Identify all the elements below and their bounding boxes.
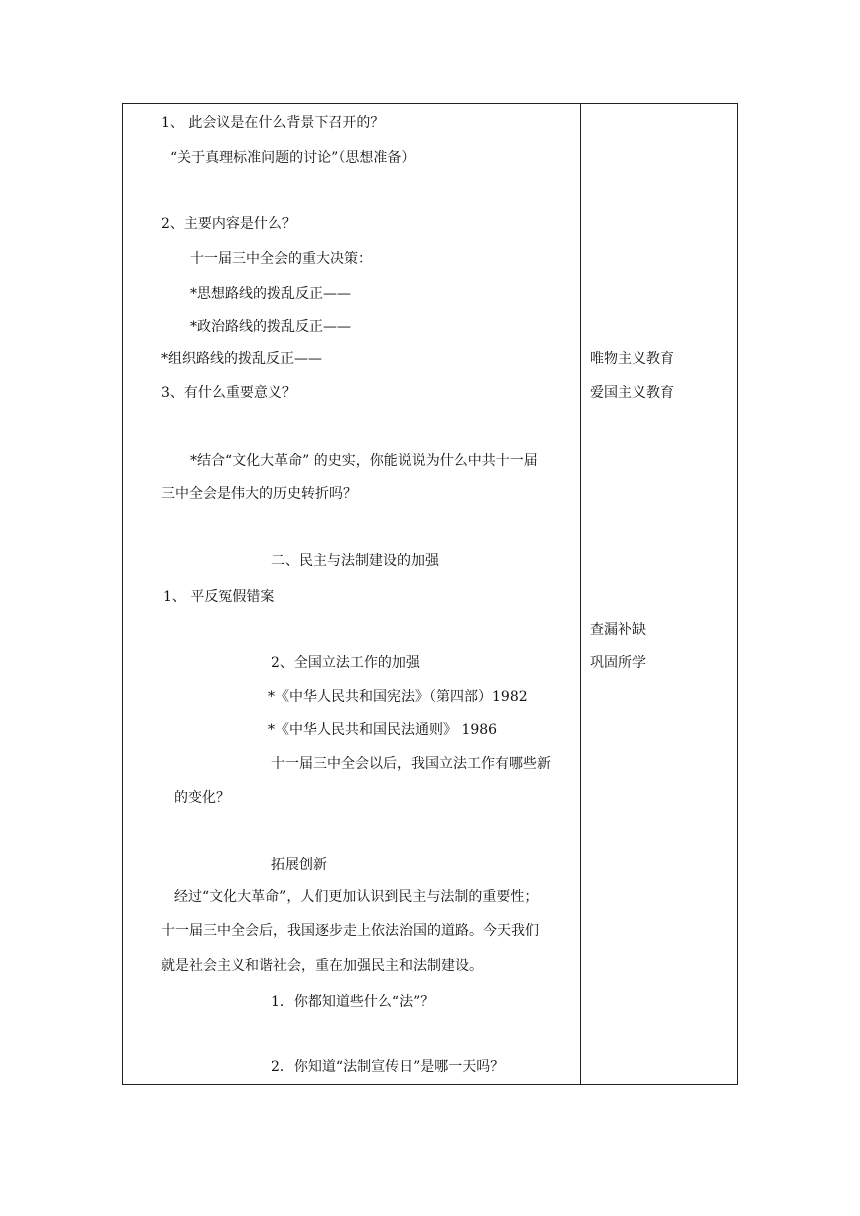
legislation-question-line-2: 的变化？ <box>174 790 230 806</box>
discussion-line-2: 三中全会是伟大的历史转折吗？ <box>161 486 357 502</box>
side-note-consolidate: 巩固所学 <box>590 655 646 671</box>
decisions-heading: 十一届三中全会的重大决策： <box>190 251 372 267</box>
question-1: 1、 此会议是在什么背景下召开的？ <box>161 115 385 131</box>
extension-question-2: 2．你知道“法制宣传日”是哪一天吗？ <box>271 1059 505 1075</box>
extension-paragraph-line-1: 经过“文化大革命”，人们更加认识到民主与法制的重要性； <box>174 889 539 905</box>
side-note-patriotism: 爱国主义教育 <box>590 385 674 401</box>
item-redress-cases: 1、 平反冤假错案 <box>163 589 275 605</box>
extension-question-1: 1．你都知道些什么“法”？ <box>271 994 435 1010</box>
section-heading-extension: 拓展创新 <box>271 857 327 873</box>
extension-paragraph-line-2: 十一届三中全会后，我国逐步走上依法治国的道路。今天我们 <box>161 923 539 939</box>
decision-ideology: *思想路线的拨乱反正—— <box>190 286 351 302</box>
decision-organization: *组织路线的拨乱反正—— <box>161 351 322 367</box>
discussion-line-1: *结合“文化大革命” 的史实，你能说说为什么中共十一届 <box>190 453 538 469</box>
law-civil-code: *《中华人民共和国民法通则》 1986 <box>268 722 498 738</box>
side-note-materialism: 唯物主义教育 <box>590 351 674 367</box>
decision-politics: *政治路线的拨乱反正—— <box>190 319 351 335</box>
law-constitution: *《中华人民共和国宪法》（第四部）1982 <box>268 689 528 705</box>
item-legislation: 2、全国立法工作的加强 <box>271 655 420 671</box>
side-note-review: 查漏补缺 <box>590 622 646 638</box>
section-heading-democracy: 二、民主与法制建设的加强 <box>271 553 439 569</box>
background-answer: “关于真理标准问题的讨论”（思想准备） <box>170 150 416 166</box>
question-2: 2、主要内容是什么？ <box>161 216 296 232</box>
question-3: 3、有什么重要意义？ <box>161 385 296 401</box>
legislation-question-line-1: 十一届三中全会以后，我国立法工作有哪些新 <box>271 756 551 772</box>
extension-paragraph-line-3: 就是社会主义和谐社会，重在加强民主和法制建设。 <box>161 958 483 974</box>
column-divider <box>580 103 581 1085</box>
